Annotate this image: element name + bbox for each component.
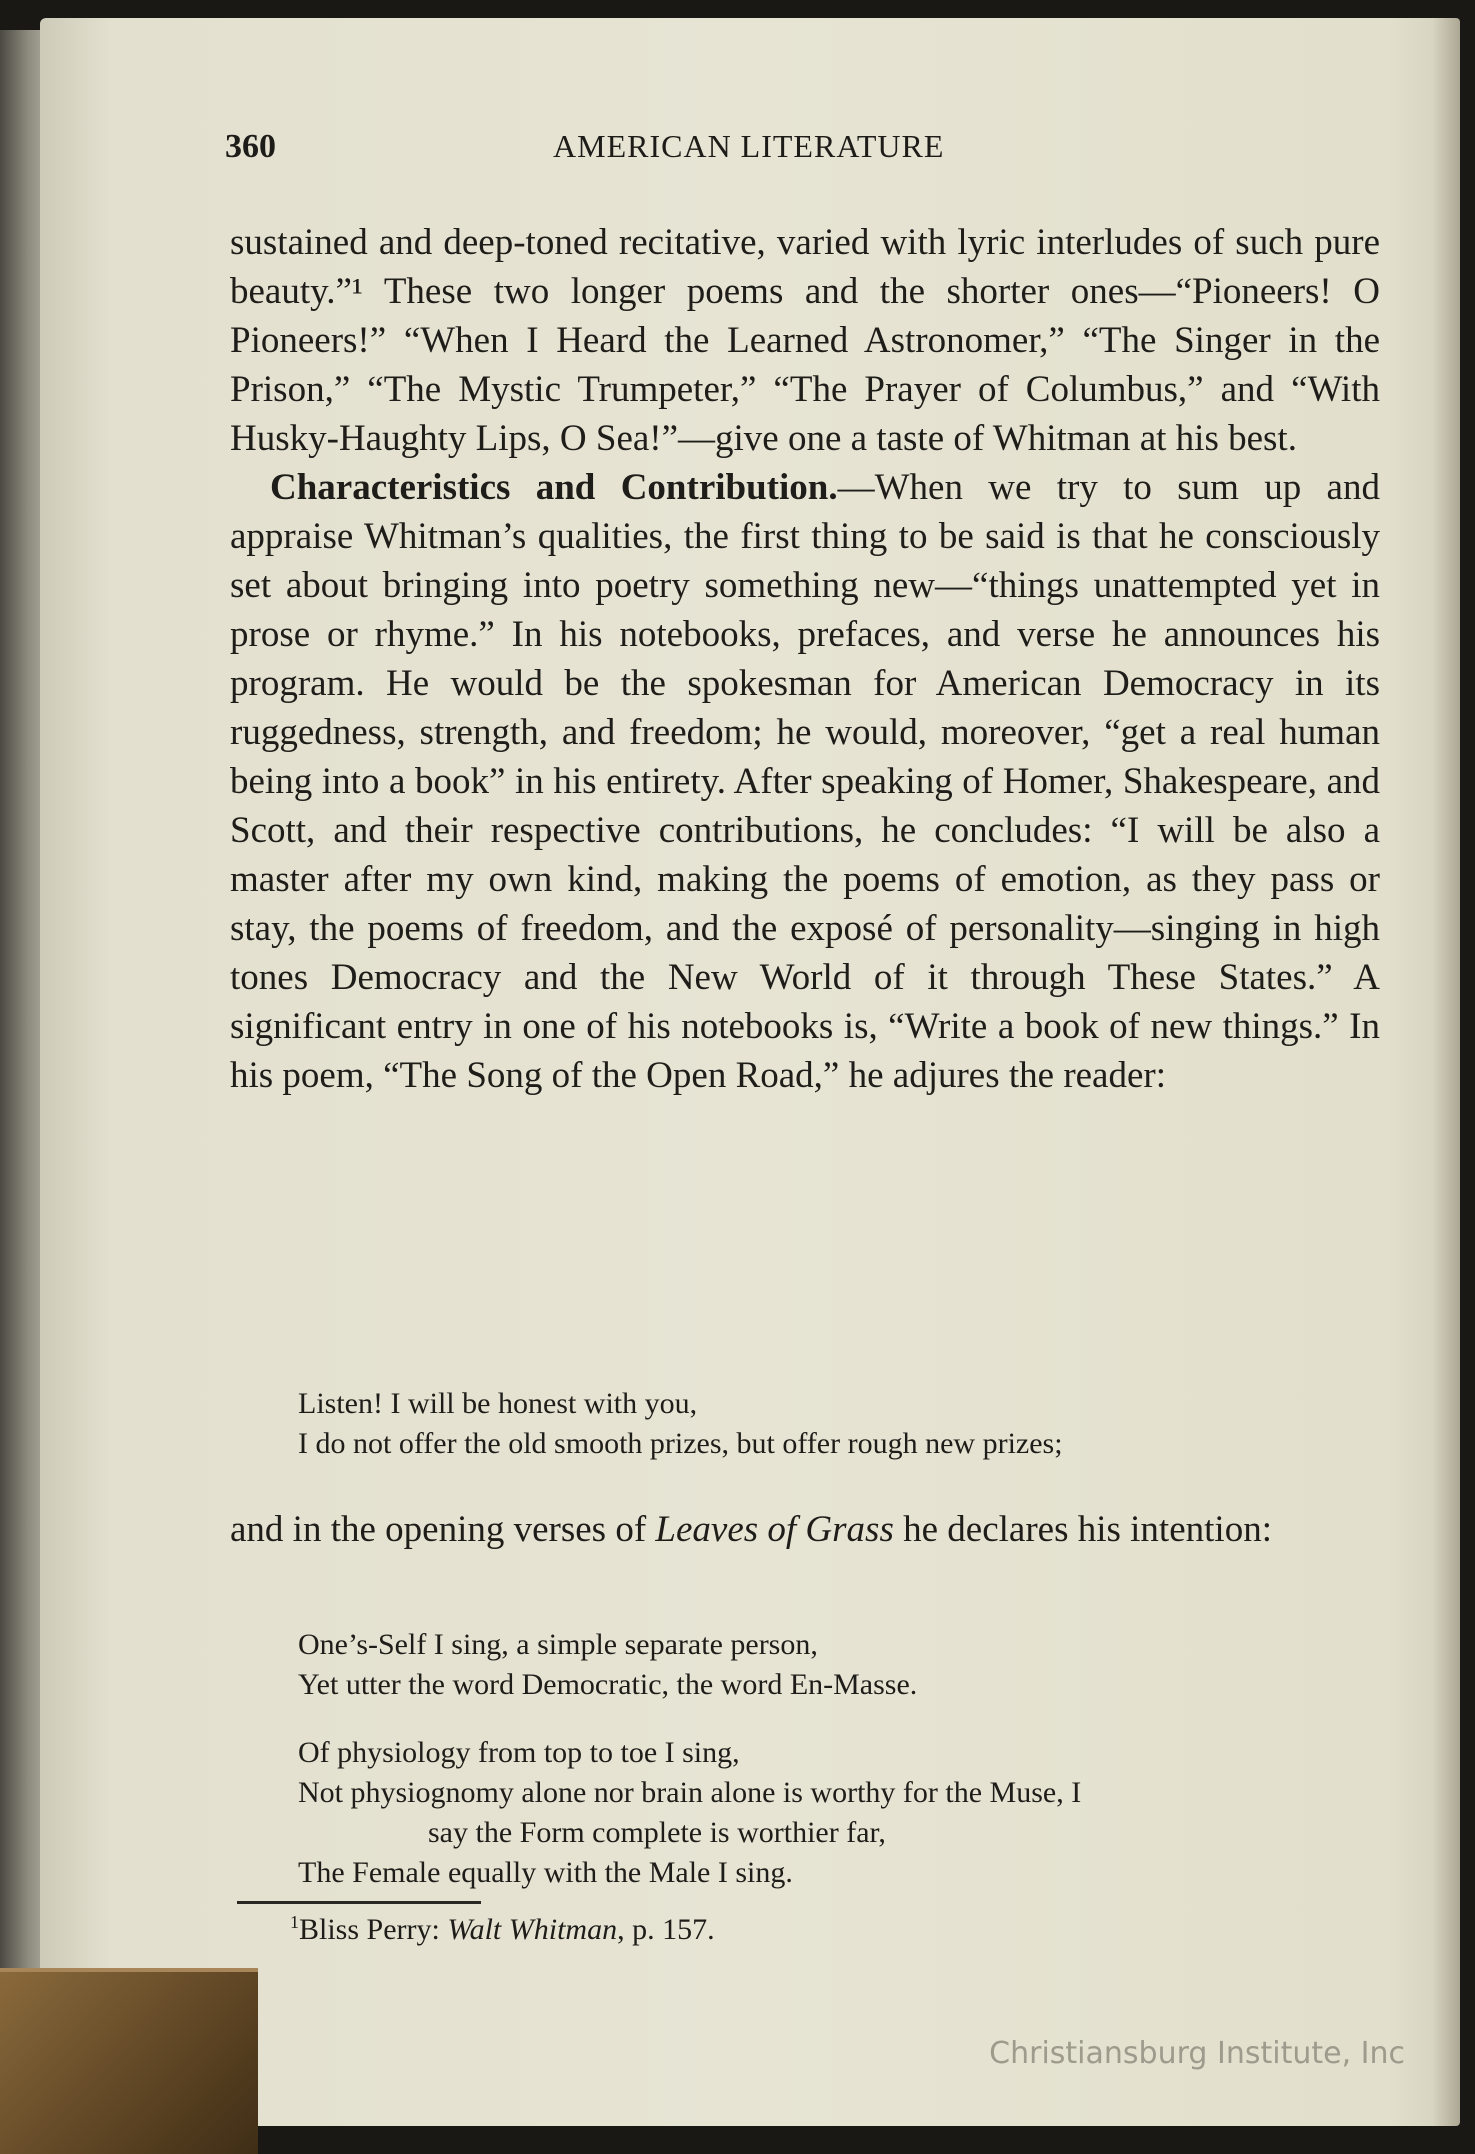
paragraph-2-text: —When we try to sum up and appraise Whitman’s qualities, the first thing to be said is that he consciously set about bringing into poetry something new—“things unattempted yet in prose or rhyme.” In his notebooks, prefaces, and verse he announces his program. He would be the spokesman for American Democracy in its ruggedness, strength, and freedom; he would, moreover, “get a real human being into a book” in his entirety. After speaking of Homer, Shakespeare, and Scott, and their respective contributions, he concludes: “I will be also a master after my own kind, making the poems of emotion, as they pass or stay, the poems of freedom, and the exposé of personality—singing in high tones Democracy and the New World of it through These States.” A significant entry in one of his notebooks is, “Write a book of new things.” In his poem, “The Song of the Open Road,” he adjures the reader: — [230, 467, 1380, 1096]
running-head: AMERICAN LITERATURE — [553, 128, 945, 164]
verse-line: Not physiognomy alone nor brain alone is worthy for the Muse, I — [298, 1776, 1082, 1809]
body-text-2 — [230, 1505, 1380, 1554]
verse-line: Listen! I will be honest with you, — [298, 1387, 698, 1420]
footnote-rule — [237, 1901, 481, 1904]
verse-line: Yet utter the word Democratic, the word En-Masse. — [298, 1668, 918, 1701]
paragraph-3 — [230, 1505, 1380, 1554]
verse-line: The Female equally with the Male I sing. — [298, 1856, 793, 1889]
verse-block-2 — [298, 1625, 1378, 1705]
verse-line-continuation: say the Form complete is worthier far, — [428, 1816, 886, 1849]
footnote — [290, 1912, 715, 1947]
page-header — [225, 128, 1380, 172]
footnote-marker: 1 — [290, 1912, 299, 1932]
watermark: Christiansburg Institute, Inc — [989, 2036, 1405, 2071]
page-number: 360 — [225, 128, 276, 165]
footnote-title: Walt Whitman — [447, 1913, 618, 1946]
paragraph-3-after: he declares his intention: — [893, 1509, 1272, 1550]
body-text — [230, 218, 1380, 1100]
book-stand-block — [0, 1968, 258, 2154]
verse-line: One’s-Self I sing, a simple separate person, — [298, 1628, 818, 1661]
paragraph-3-before: and in the opening verses of — [230, 1509, 656, 1550]
footnote-author: Bliss Perry: — [299, 1913, 448, 1946]
section-heading: Characteristics and Contribution. — [270, 467, 838, 508]
footnote-page: , p. 157. — [617, 1913, 715, 1946]
verse-line: Of physiology from top to toe I sing, — [298, 1736, 740, 1769]
book-title: Leaves of Grass — [655, 1509, 894, 1550]
page-edge-shadow — [1432, 18, 1460, 2126]
verse-line: I do not offer the old smooth prizes, but offer rough new prizes; — [298, 1427, 1063, 1460]
paragraph-2 — [230, 463, 1380, 1100]
verse-block-3 — [298, 1733, 1378, 1893]
verse-block-1 — [298, 1384, 1378, 1464]
paragraph-1: sustained and deep-toned recitative, varied with lyric interludes of such pure beauty.”¹ These two longer poems and the shorter ones—“Pioneers! O Pioneers!” “When I Heard the Learned Astronomer,” “The Singer in the Prison,” “The Mystic Trumpeter,” “The Prayer of Columbus,” and “With Husky-Haughty Lips, O Sea!”—give one a taste of Whitman at his best. — [230, 222, 1380, 459]
